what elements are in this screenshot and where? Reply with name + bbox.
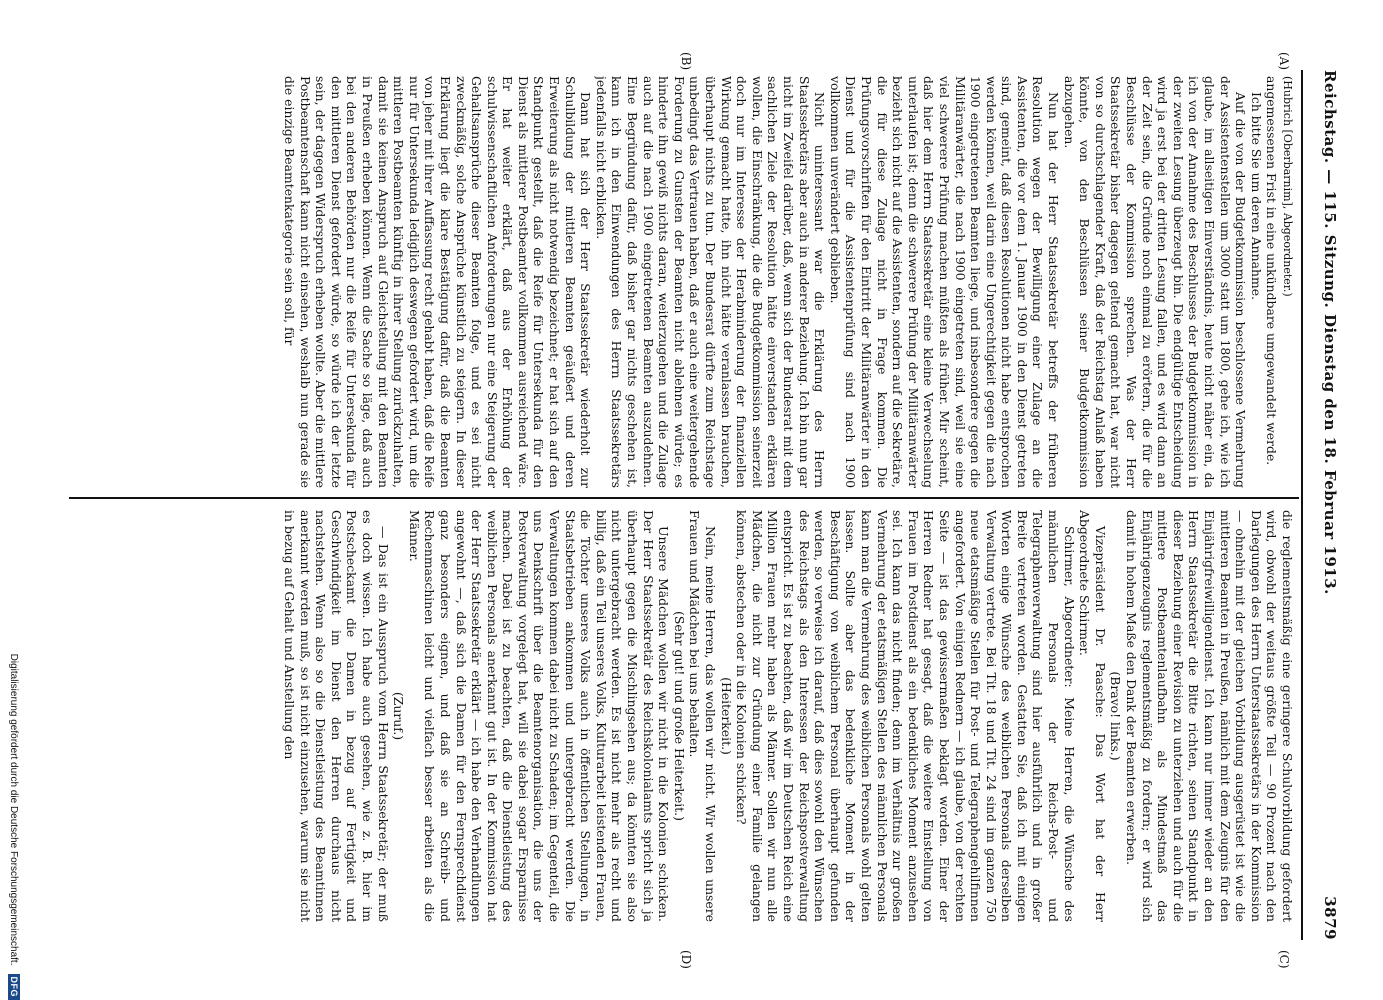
digitization-footer (8, 150, 20, 1000)
paragraph: — Das ist ein Ausspruch vom Herrn Staatssekretär; der muß es doch wissen. Ich habe auch gesehen, wie z. B. hier im Postscheckamt die Damen in bezug auf Fertigkeit und Geschwindigkeit im Dienst den Herren durchaus nicht nachstehen. Wenn also so die Dienstleistung des Beamtinnen anerkannt werden muß, so ist nicht einzusehen, warum sie nicht in bezug auf Gehalt und Anstellung den (282, 510, 391, 922)
paragraph: angemessenen Frist in eine unkündbare umgewandelt werde. (1264, 76, 1280, 466)
header-rule (1301, 70, 1303, 940)
page-header (1311, 70, 1339, 940)
margin-marker-b: (B) (679, 52, 693, 71)
interjection: (Bravo! links.) (1108, 671, 1124, 761)
right-column (70, 510, 1295, 922)
interjection: (Sehr gut! und große Heiterkeit.) (671, 611, 687, 821)
margin-marker-d: (D) (679, 950, 693, 969)
page-number: 3879 (1321, 896, 1339, 940)
page-title: Reichstag. — 115. Sitzung. Dienstag den 18. Februar 1913. (1321, 70, 1339, 595)
left-column (70, 76, 1295, 488)
column-divider (69, 497, 1299, 499)
paragraph: Dann hat sich der Herr Staatssekretär wiederholt zur Schulbildung der mittleren Beamten geäußert und deren Erweiterung als nicht notwendig bezeichnet; er hat sich auf den Standpunkt gestellt, daß die Reife für Untersekunda für den Dienst als mittlerer Postbeamter vollkommen ausreichend wäre. Er hat weiter erklärt, daß aus der Erhöhung der schulwissenschaftlichen Anforderungen nur eine Steigerung der Gehaltsansprüche dieser Beamten folge, und es sei nicht zweckmäßig, solche Ansprüche künstlich zu steigern. In dieser Erklärung liegt die klare Bestätigung dafür, daß die Beamten von jeher mit ihrer Auffassung recht gehabt haben, daß die Reife nur für Untersekunda lediglich deswegen gefordert wird, um die mittleren Postbeamten künftig in ihrer Stellung zurückzuhalten, damit sie keinen Anspruch auf Gleichstellung mit den Beamten in Preußen erheben können. Wenn die Sache so läge, daß auch bei den anderen Behörden nur die Reife für Untersekunda für den mittleren Dienst gefordert würde, so würde ich der letzte sein, der dagegen Widerspruch erheben wollte. Aber die mittlere Postbeamtenschaft kann nicht einsehen, weshalb nun gerade sie die einzige Beamtenkategorie sein soll, für (282, 76, 594, 488)
interjection: (Heiterkeit.) (718, 677, 734, 755)
speaker-line: (Hubrich [Oberbarnim], Abgeordneter.) (1281, 76, 1294, 297)
paragraph: Auf die von der Budgetkommission beschlossene Vermehrung der Assistentenstellen um 3000 statt um 1800, gehe ich, wie ich glaube, im allseitigen Einverständnis, heute nicht näher ein, da ich von der Annahme des Beschlusses der Budgetkommission in der zweiten Lesung überzeugt bin. Die endgültige Entscheidung wird ja erst bei der dritten Lesung fallen, und es wird dann an der Zeit sein, die Gründe noch einmal zu erörtern, die für die Beschlüsse der Kommission sprechen. Was der Herr Staatssekretär bisher dagegen geltend gemacht hat, war nicht von so durchschlagender Kraft, daß der Reichstag Anlaß haben könnte, von den Beschlüssen seiner Budgetkommission abzugehen. (1061, 76, 1249, 488)
paragraph: Nein, meine Herren, das wollen wir nicht. Wir wollen unsere Frauen und Mädchen bei uns behalten. (687, 510, 719, 922)
paragraph: Unsere Mädchen wollen wir nicht in die Kolonien schicken. Der Herr Staatssekretär des Reichskolonialamts spricht sich ja überhaupt gegen die Mischlingsehen aus; da könnten sie also nicht untergebracht werden. Es ist nicht mehr als recht und billig, daß ein Teil unseres Volks, Kulturarbeit leistenden Frauen, die Töchter unseres Volks auch in öffentlichen Stellungen, in Staatsbetrieben ankommen und untergebracht werden. Die Verwaltungen kommen dabei nicht zu Schaden; im Gegenteil, die uns Denkschrift über die Beamtenorganisation, die uns der Postverwaltung vorgelegt hat, will sie dabei sogar Ersparnisse machen. Dabei ist zu beachten, daß die Dienstleistung des weiblichen Personals anerkannt gut ist. In der Kommission hat der Herr Staatssekretär erklärt — ich habe den Verhandlungen angewohnt —, daß sich die Damen für den Fernsprechdienst ganz besonders eignen, und daß sie an Schreib- und Rechenmaschinen leicht und vielfach besser arbeiten als die Männer. (406, 510, 672, 922)
paragraph: Nicht uninteressant war die Erklärung des Herrn Staatssekretärs aber auch in anderer Beziehung. Ich bin nun gar nicht im Zweifel darüber, daß, wenn sich der Bundesrat mit dem sachlichen Ziele der Resolution hätte einverstanden erklären wollen, die Einschränkung, die die Budgetkommission seinerzeit doch nur im Interesse der Herabminderung der finanziellen Wirkung gemacht hatte, ihn nicht hätte veranlassen brauchen, überhaupt nichts zu tun. Der Bundesrat dürfte zum Reichstage unbedingt das Vertrauen haben, daß er auch eine weitergehende Forderung zu Gunsten der Beamten nicht ablehnen würde; es hinderte ihn gewiß nichts daran, weiterzugehen und die Zulage auch auf die nach 1900 eingetretenen Beamten auszudehnen. Eine Begründung dafür, daß bisher gar nichts geschehen ist, kann ich in den Einwendungen des Herrn Staatssekretärs jedenfalls nicht erblicken. (593, 76, 828, 488)
paragraph: die reglementsmäßig eine geringere Schulvorbildung gefordert wird, obwohl der weitaus größte Teil — 90 Prozent nach den Darlegungen des Herrn Unterstaatssekretärs in der Kommission — ohnehin mit der gleichen Vorbildung ausgerüstet ist wie die mittleren Beamten in Preußen, nämlich mit dem Zeugnis für den Einjährigfreiwilligendienst. Ich kann nur immer wieder an den Herrn Staatssekretär die Bitte richten, seinen Standpunkt in dieser Beziehung einer Revision zu unterziehen und auch für die mittlere Postbeamtenlaufbahn als Mindestmaß das Einjährigenzeugnis reglementsmäßig zu fordern; er wird sich damit in hohem Maße den Dank der Beamten erwerben. (1124, 510, 1295, 922)
footer-text: Digitalisierung gefördert durch die Deutsche Forschungsgemeinschaft. (8, 653, 20, 966)
interjection: (Zuruf.) (391, 691, 407, 741)
paragraph: Schirmer, Abgeordneter: Meine Herren, die Wünsche des männlichen Personals der Reichs-Post- und Telegraphenverwaltung sind hier ausführlich und in großer Breite vertreten worden. Gestatten Sie, daß ich mit einigen Worten einige Wünsche des weiblichen Personals derselben Verwaltung vertrete. Bei Tit. 18 und Tit. 24 sind im ganzen 750 neue etatsmäßige Stellen für Post- und Telegraphengehilfinnen angefordert. Von einigen Rednern — ich glaube, von der rechten Seite — ist das gewissermaßen beklagt worden. Einer der Herren Redner hat gesagt, daß die weitere Einstellung von Frauen im Postdienst als ein bedenkliches Moment anzusehen sei. Ich kann das nicht finden; denn im Verhältnis zur großen Vermehrung der etatsmäßigen Stellen des männlichen Personals kann man die Vermehrung des weiblichen Personals wohl gelten lassen. Sollte aber das bedenkliche Moment in der Beschäftigung von weiblichem Personal überhaupt gefunden werden, so verweise ich darauf, daß dies sowohl den Wünschen des Reichstags als den Interessen der Reichspostverwaltung entspricht. Es ist zu beachten, daß wir im Deutschen Reich eine Million Frauen mehr haben als Männer. Sollen wir nun alle Mädchen, die nicht zur Gründung einer Familie gelangen können, abstechen oder in die Kolonien schicken? (734, 510, 1077, 922)
paragraph: Vizepräsident Dr. Paasche: Das Wort hat der Herr Abgeordnete Schirmer. (1077, 510, 1108, 922)
paragraph: Ich bitte Sie um deren Annahme. (1248, 92, 1264, 301)
dfg-logo: DFG (8, 974, 20, 1000)
margin-marker-a: (A) (1277, 52, 1291, 71)
margin-marker-c: (C) (1277, 950, 1291, 969)
paragraph: Nun hat der Herr Staatssekretär betreffs der früheren Resolution wegen der Bewilligung einer Zulage an die Assistenten, die vor dem 1. Januar 1900 in den Dienst getreten sind, gemeint, daß diesen Resolutionen nicht habe entsprochen werden können, weil darin eine Ungerechtigkeit gegen die nach 1900 eingetretenen Beamten liege, und insbesondere gegen die Militäranwärter, die nach 1900 eingetreten sind, weil sie eine viel schwerere Prüfung machen müßten als früher. Mir scheint, daß hier dem Herrn Staatssekretär eine kleine Verwechselung unterlaufen ist; denn die schwerere Prüfung der Militäranwärter bezieht sich nicht auf die Assistenten, sondern auf die Sekretäre, die für diese Zulage nicht in Frage kommen. Die Prüfungsvorschriften für den Eintritt der Militäranwärter in den Dienst und für die Assistentenprüfung sind nach 1900 vollkommen unverändert geblieben. (827, 76, 1062, 488)
